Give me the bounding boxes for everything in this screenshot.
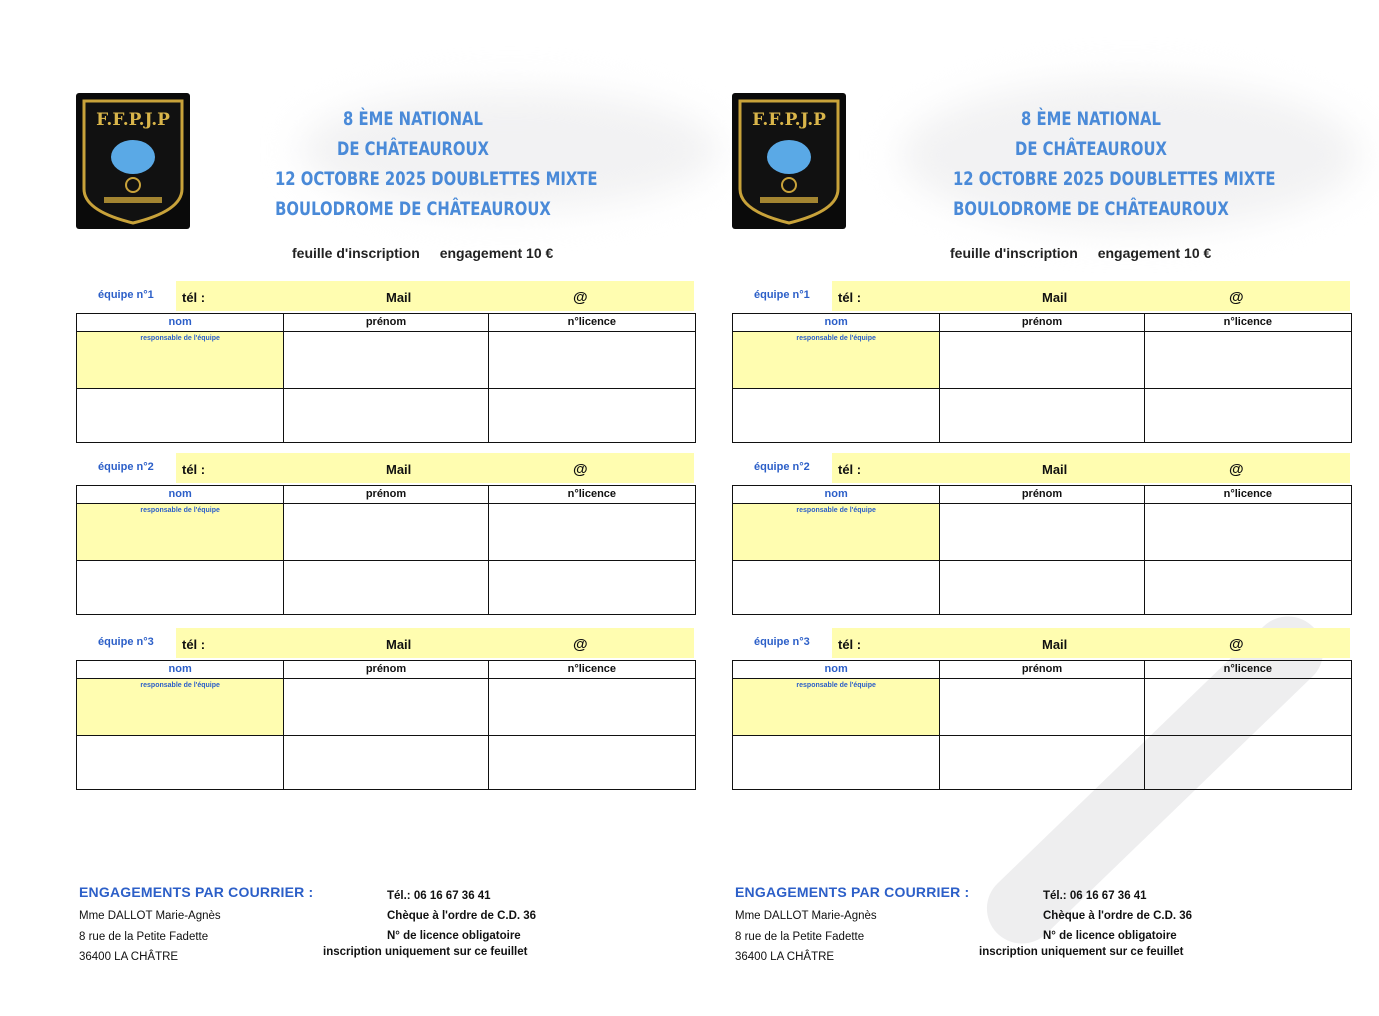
captain-licence-cell[interactable] — [488, 679, 695, 736]
postal-address — [735, 906, 877, 968]
captain-firstname-cell[interactable] — [940, 679, 1144, 736]
fee-label: engagement 10 € — [1097, 245, 1212, 261]
col-nom: nom — [733, 486, 940, 504]
tel-label: tél : — [838, 290, 862, 305]
team-table — [732, 660, 1352, 790]
col-prenom: prénom — [284, 661, 488, 679]
col-nom: nom — [733, 661, 940, 679]
player-licence-cell[interactable] — [1144, 736, 1351, 790]
col-prenom: prénom — [940, 314, 1144, 332]
col-prenom: prénom — [940, 486, 1144, 504]
player-firstname-cell[interactable] — [940, 561, 1144, 615]
player-name-cell[interactable] — [77, 561, 284, 615]
fee-label: engagement 10 € — [439, 245, 554, 261]
team-table — [732, 485, 1352, 615]
only-this-sheet-note: inscription uniquement sur ce feuillet — [979, 946, 1184, 958]
address-line: 8 rue de la Petite Fadette — [79, 930, 209, 943]
captain-name-cell[interactable]: responsable de l'équipe — [733, 679, 940, 736]
form-name: feuille d'inscription — [292, 245, 420, 261]
player-name-cell[interactable] — [733, 389, 940, 443]
col-nom: nom — [77, 314, 284, 332]
cheque-note: Chèque à l'ordre de C.D. 36 — [1043, 910, 1193, 922]
contact-phone: Tél.: 06 16 67 36 41 — [1043, 890, 1147, 902]
title-line: BOULODROME DE CHÂTEAUROUX — [953, 198, 1229, 220]
player-licence-cell[interactable] — [488, 736, 695, 790]
player-firstname-cell[interactable] — [940, 736, 1144, 790]
team-label: équipe n°3 — [98, 636, 154, 648]
player-name-cell[interactable] — [733, 561, 940, 615]
captain-name-cell[interactable]: responsable de l'équipe — [77, 504, 284, 561]
tel-label: tél : — [838, 637, 862, 652]
licence-note: N° de licence obligatoire — [1043, 930, 1177, 942]
footer-heading: ENGAGEMENTS PAR COURRIER : — [735, 884, 970, 900]
tel-label: tél : — [182, 637, 206, 652]
captain-name-cell[interactable]: responsable de l'équipe — [77, 679, 284, 736]
team-label: équipe n°1 — [754, 289, 810, 301]
subtitle — [950, 245, 1211, 261]
captain-name-cell[interactable]: responsable de l'équipe — [77, 332, 284, 389]
col-prenom: prénom — [940, 661, 1144, 679]
captain-firstname-cell[interactable] — [940, 332, 1144, 389]
footer-heading: ENGAGEMENTS PAR COURRIER : — [79, 884, 314, 900]
team-contact-bar[interactable] — [176, 281, 694, 311]
at-sign: @ — [1229, 289, 1244, 306]
team-label: équipe n°1 — [98, 289, 154, 301]
only-this-sheet-note: inscription uniquement sur ce feuillet — [323, 946, 528, 958]
captain-firstname-cell[interactable] — [284, 332, 488, 389]
captain-licence-cell[interactable] — [1144, 504, 1351, 561]
mail-label: Mail — [1042, 637, 1068, 652]
team-contact-bar[interactable] — [176, 453, 694, 483]
col-licence: n°licence — [488, 486, 695, 504]
address-line: 8 rue de la Petite Fadette — [735, 930, 865, 943]
mail-label: Mail — [386, 637, 412, 652]
postal-address — [79, 906, 221, 968]
player-firstname-cell[interactable] — [284, 736, 488, 790]
event-title — [914, 104, 1276, 224]
team-label: équipe n°2 — [754, 461, 810, 473]
address-line: Mme DALLOT Marie-Agnès — [735, 910, 877, 922]
team-label: équipe n°2 — [98, 461, 154, 473]
cheque-note: Chèque à l'ordre de C.D. 36 — [387, 910, 537, 922]
col-licence: n°licence — [1144, 486, 1351, 504]
licence-note: N° de licence obligatoire — [387, 930, 521, 942]
footer-info — [1043, 886, 1192, 946]
captain-name-cell[interactable]: responsable de l'équipe — [733, 504, 940, 561]
team-table — [76, 485, 696, 615]
team-contact-bar[interactable] — [832, 453, 1350, 483]
form-name: feuille d'inscription — [950, 245, 1078, 261]
subtitle — [292, 245, 553, 261]
player-name-cell[interactable] — [733, 736, 940, 790]
address-line: 36400 LA CHÂTRE — [79, 951, 179, 963]
event-title — [236, 104, 598, 224]
tel-label: tél : — [182, 290, 206, 305]
logo-text: F.F.P.J.P — [752, 110, 826, 130]
col-licence: n°licence — [1144, 661, 1351, 679]
address-line: Mme DALLOT Marie-Agnès — [79, 910, 221, 922]
registration-sheet-right — [732, 0, 1379, 1016]
col-prenom: prénom — [284, 486, 488, 504]
mail-label: Mail — [386, 290, 412, 305]
col-licence: n°licence — [488, 661, 695, 679]
captain-licence-cell[interactable] — [488, 332, 695, 389]
mail-label: Mail — [1042, 290, 1068, 305]
at-sign: @ — [1229, 636, 1244, 653]
team-contact-bar[interactable] — [176, 628, 694, 658]
registration-sheet-left — [76, 0, 736, 1016]
address-line: 36400 LA CHÂTRE — [735, 951, 835, 963]
tel-label: tél : — [182, 462, 206, 477]
team-contact-bar[interactable] — [832, 628, 1350, 658]
captain-firstname-cell[interactable] — [940, 504, 1144, 561]
player-name-cell[interactable] — [77, 389, 284, 443]
col-nom: nom — [733, 314, 940, 332]
captain-firstname-cell[interactable] — [284, 504, 488, 561]
team-table — [76, 313, 696, 443]
captain-licence-cell[interactable] — [1144, 332, 1351, 389]
captain-licence-cell[interactable] — [488, 504, 695, 561]
col-nom: nom — [77, 661, 284, 679]
mail-label: Mail — [386, 462, 412, 477]
player-name-cell[interactable] — [77, 736, 284, 790]
captain-licence-cell[interactable] — [1144, 679, 1351, 736]
ffpjp-logo — [76, 93, 190, 229]
title-line: DE CHÂTEAUROUX — [1015, 138, 1167, 160]
at-sign: @ — [573, 636, 588, 653]
title-line: 12 OCTOBRE 2025 DOUBLETTES MIXTE — [274, 168, 598, 190]
team-table — [732, 313, 1352, 443]
player-firstname-cell[interactable] — [284, 561, 488, 615]
player-licence-cell[interactable] — [488, 389, 695, 443]
player-licence-cell[interactable] — [1144, 389, 1351, 443]
title-line: 8 ÈME NATIONAL — [343, 108, 483, 130]
title-line: BOULODROME DE CHÂTEAUROUX — [275, 198, 551, 220]
col-licence: n°licence — [1144, 314, 1351, 332]
player-firstname-cell[interactable] — [940, 389, 1144, 443]
captain-name-cell[interactable]: responsable de l'équipe — [733, 332, 940, 389]
footer-info — [387, 886, 536, 946]
captain-firstname-cell[interactable] — [284, 679, 488, 736]
tel-label: tél : — [838, 462, 862, 477]
team-label: équipe n°3 — [754, 636, 810, 648]
player-firstname-cell[interactable] — [284, 389, 488, 443]
player-licence-cell[interactable] — [1144, 561, 1351, 615]
title-line: DE CHÂTEAUROUX — [337, 138, 489, 160]
col-nom: nom — [77, 486, 284, 504]
logo-text: F.F.P.J.P — [96, 110, 170, 130]
mail-label: Mail — [1042, 462, 1068, 477]
ffpjp-logo — [732, 93, 846, 229]
at-sign: @ — [1229, 461, 1244, 478]
title-line: 8 ÈME NATIONAL — [1021, 108, 1161, 130]
contact-phone: Tél.: 06 16 67 36 41 — [387, 890, 491, 902]
team-contact-bar[interactable] — [832, 281, 1350, 311]
player-licence-cell[interactable] — [488, 561, 695, 615]
at-sign: @ — [573, 461, 588, 478]
col-licence: n°licence — [488, 314, 695, 332]
title-line: 12 OCTOBRE 2025 DOUBLETTES MIXTE — [952, 168, 1276, 190]
team-table — [76, 660, 696, 790]
at-sign: @ — [573, 289, 588, 306]
col-prenom: prénom — [284, 314, 488, 332]
